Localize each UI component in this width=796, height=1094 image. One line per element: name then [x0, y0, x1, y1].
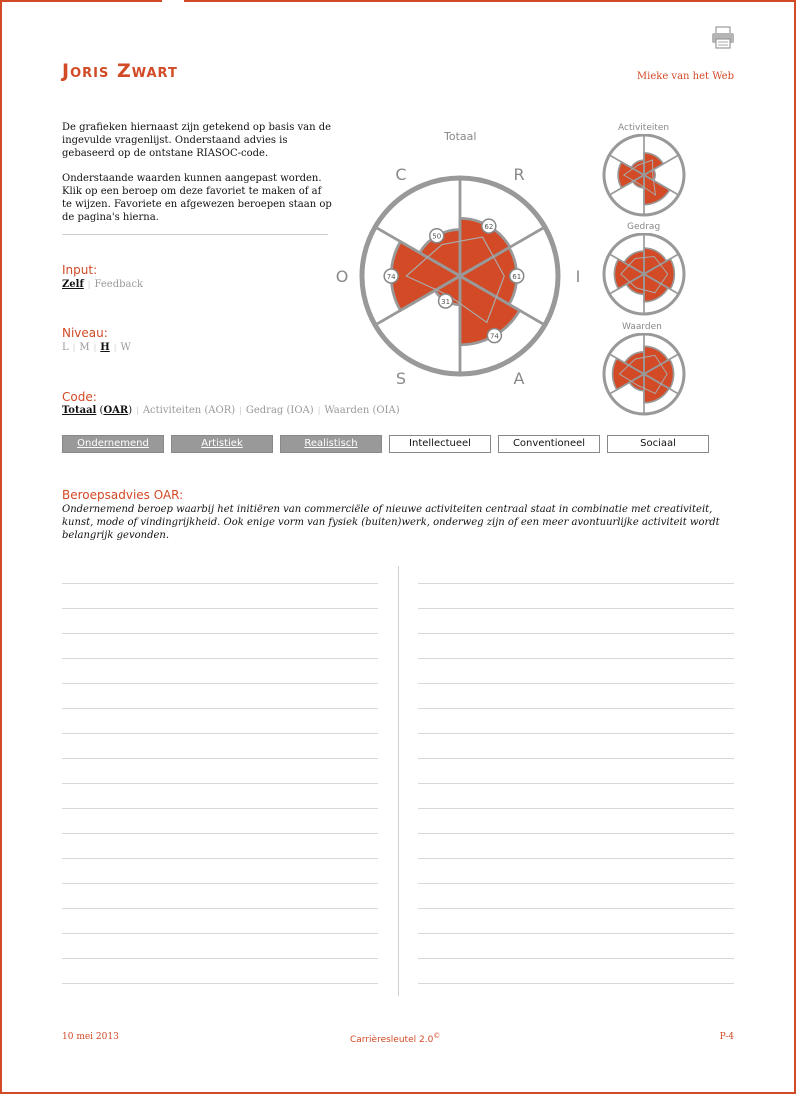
input-option-feedback[interactable]: Feedback: [94, 279, 144, 290]
note-line: [62, 733, 378, 758]
chart-value-label: 62: [484, 223, 494, 232]
code-open-paren: (: [99, 405, 104, 416]
note-line: [418, 583, 734, 608]
input-option-zelf[interactable]: Zelf: [62, 279, 84, 290]
code-option-totaal[interactable]: Totaal: [62, 405, 97, 416]
note-line: [62, 908, 378, 933]
note-line: [62, 658, 378, 683]
footer-date: 10 mei 2013: [62, 1032, 119, 1042]
intro-paragraph-2: Onderstaande waarden kunnen aangepast worden. Klik op een beroep om deze favoriet te maken of af te wijzen. Favoriete en afgewezen beroepen staan op de pagina's hierna.: [62, 173, 332, 223]
chart-title-totaal: Totaal: [444, 130, 477, 143]
printer-icon[interactable]: [710, 26, 736, 50]
note-line: [62, 758, 378, 783]
note-line: [62, 958, 378, 983]
intro-paragraph-1: De grafieken hiernaast zijn getekend op basis van de ingevulde vragenlijst. Onderstaand advies is gebaseerd op de ontstane RIASOC-code.: [62, 122, 332, 159]
code-option-waarden[interactable]: Waarden (OIA): [324, 405, 400, 416]
button-realistisch[interactable]: Realistisch: [280, 435, 382, 453]
notes-left: [62, 583, 378, 1008]
code-options: [62, 405, 400, 416]
chart-axis-label-r: R: [513, 164, 525, 184]
chart-value-label: 50: [432, 232, 442, 241]
input-heading: Input:: [62, 263, 98, 277]
column-divider: [398, 566, 399, 996]
note-line: [418, 883, 734, 908]
note-line: [418, 858, 734, 883]
note-line: [418, 958, 734, 983]
chart-title-waarden: Waarden: [622, 322, 662, 332]
button-ondernemend[interactable]: Ondernemend: [62, 435, 164, 453]
riasoc-main-chart: [330, 160, 590, 385]
button-artistiek[interactable]: Artistiek: [171, 435, 273, 453]
notes-right: [418, 583, 734, 1008]
option-divider: |: [113, 343, 117, 352]
niveau-option-l[interactable]: L: [62, 342, 69, 353]
option-divider: |: [136, 406, 139, 415]
intro-text: [62, 121, 332, 236]
chart-axis-label-c: C: [395, 164, 407, 184]
note-line: [418, 633, 734, 658]
note-line: [62, 858, 378, 883]
option-divider: |: [72, 343, 76, 352]
note-line: [418, 833, 734, 858]
note-line: [418, 608, 734, 633]
code-option-gedrag[interactable]: Gedrag (IOA): [245, 405, 314, 416]
chart-gedrag: [600, 233, 690, 317]
code-total-value: OAR: [103, 405, 129, 416]
person-name: Joris Zwart: [62, 60, 178, 82]
frame-gap: [162, 0, 184, 3]
note-line: [62, 633, 378, 658]
note-line: [418, 683, 734, 708]
note-line: [62, 583, 378, 608]
footer-product: [350, 1032, 440, 1045]
advice-heading: Beroepsadvies OAR:: [62, 488, 184, 502]
niveau-options: [62, 342, 131, 353]
note-line: [62, 983, 378, 1008]
chart-title-gedrag: Gedrag: [627, 222, 661, 232]
note-line: [418, 983, 734, 1008]
note-line: [418, 758, 734, 783]
chart-value-label: 74: [489, 332, 499, 341]
note-line: [418, 783, 734, 808]
code-heading: Code:: [62, 390, 97, 404]
chart-axis-label-a: A: [513, 369, 525, 385]
author-link[interactable]: Mieke van het Web: [636, 71, 734, 82]
input-options: [62, 279, 143, 290]
option-divider: |: [317, 406, 321, 415]
option-divider: |: [93, 343, 97, 352]
chart-axis-label-i: I: [575, 267, 581, 286]
note-line: [418, 808, 734, 833]
note-line: [418, 658, 734, 683]
note-line: [62, 708, 378, 733]
footer-page: P-4: [719, 1032, 734, 1042]
note-line: [62, 608, 378, 633]
note-line: [418, 733, 734, 758]
chart-activiteiten: [600, 134, 690, 218]
button-conventioneel[interactable]: Conventioneel: [498, 435, 600, 453]
note-line: [62, 833, 378, 858]
niveau-option-w[interactable]: W: [120, 342, 131, 353]
copyright-mark: ©: [433, 1032, 441, 1040]
footer-product-name: Carrièresleutel 2.0: [350, 1035, 434, 1045]
note-line: [62, 783, 378, 808]
note-line: [418, 933, 734, 958]
note-line: [418, 908, 734, 933]
chart-value-label: 61: [512, 273, 522, 281]
option-divider: |: [239, 406, 242, 415]
note-line: [62, 933, 378, 958]
button-sociaal[interactable]: Sociaal: [607, 435, 709, 453]
option-divider: |: [87, 280, 91, 289]
code-close-paren: ): [128, 405, 133, 416]
chart-waarden: [600, 333, 690, 417]
button-intellectueel[interactable]: Intellectueel: [389, 435, 491, 453]
note-line: [418, 708, 734, 733]
note-line: [62, 683, 378, 708]
chart-value-label: 31: [441, 297, 451, 306]
niveau-option-m[interactable]: M: [79, 342, 90, 353]
note-line: [62, 808, 378, 833]
advice-text: Ondernemend beroep waarbij het initiëren van commerciële of nieuwe activiteiten centraal staat in combinatie met creativiteit, kunst, mode of vindingrijkheid. Ook enige vorm van fysiek (buiten)werk, onderweg zijn of een meer avontuurlijke activiteit wordt belangrijk gevonden.: [62, 504, 720, 541]
chart-value-label: 74: [386, 273, 396, 281]
niveau-option-h[interactable]: H: [100, 342, 110, 353]
note-line: [62, 883, 378, 908]
chart-axis-label-s: S: [395, 369, 407, 385]
chart-title-activiteiten: Activiteiten: [618, 123, 670, 133]
code-option-activiteiten[interactable]: Activiteiten (AOR): [142, 405, 236, 416]
divider: [62, 234, 328, 235]
niveau-heading: Niveau:: [62, 326, 108, 340]
chart-axis-label-o: O: [335, 267, 349, 286]
